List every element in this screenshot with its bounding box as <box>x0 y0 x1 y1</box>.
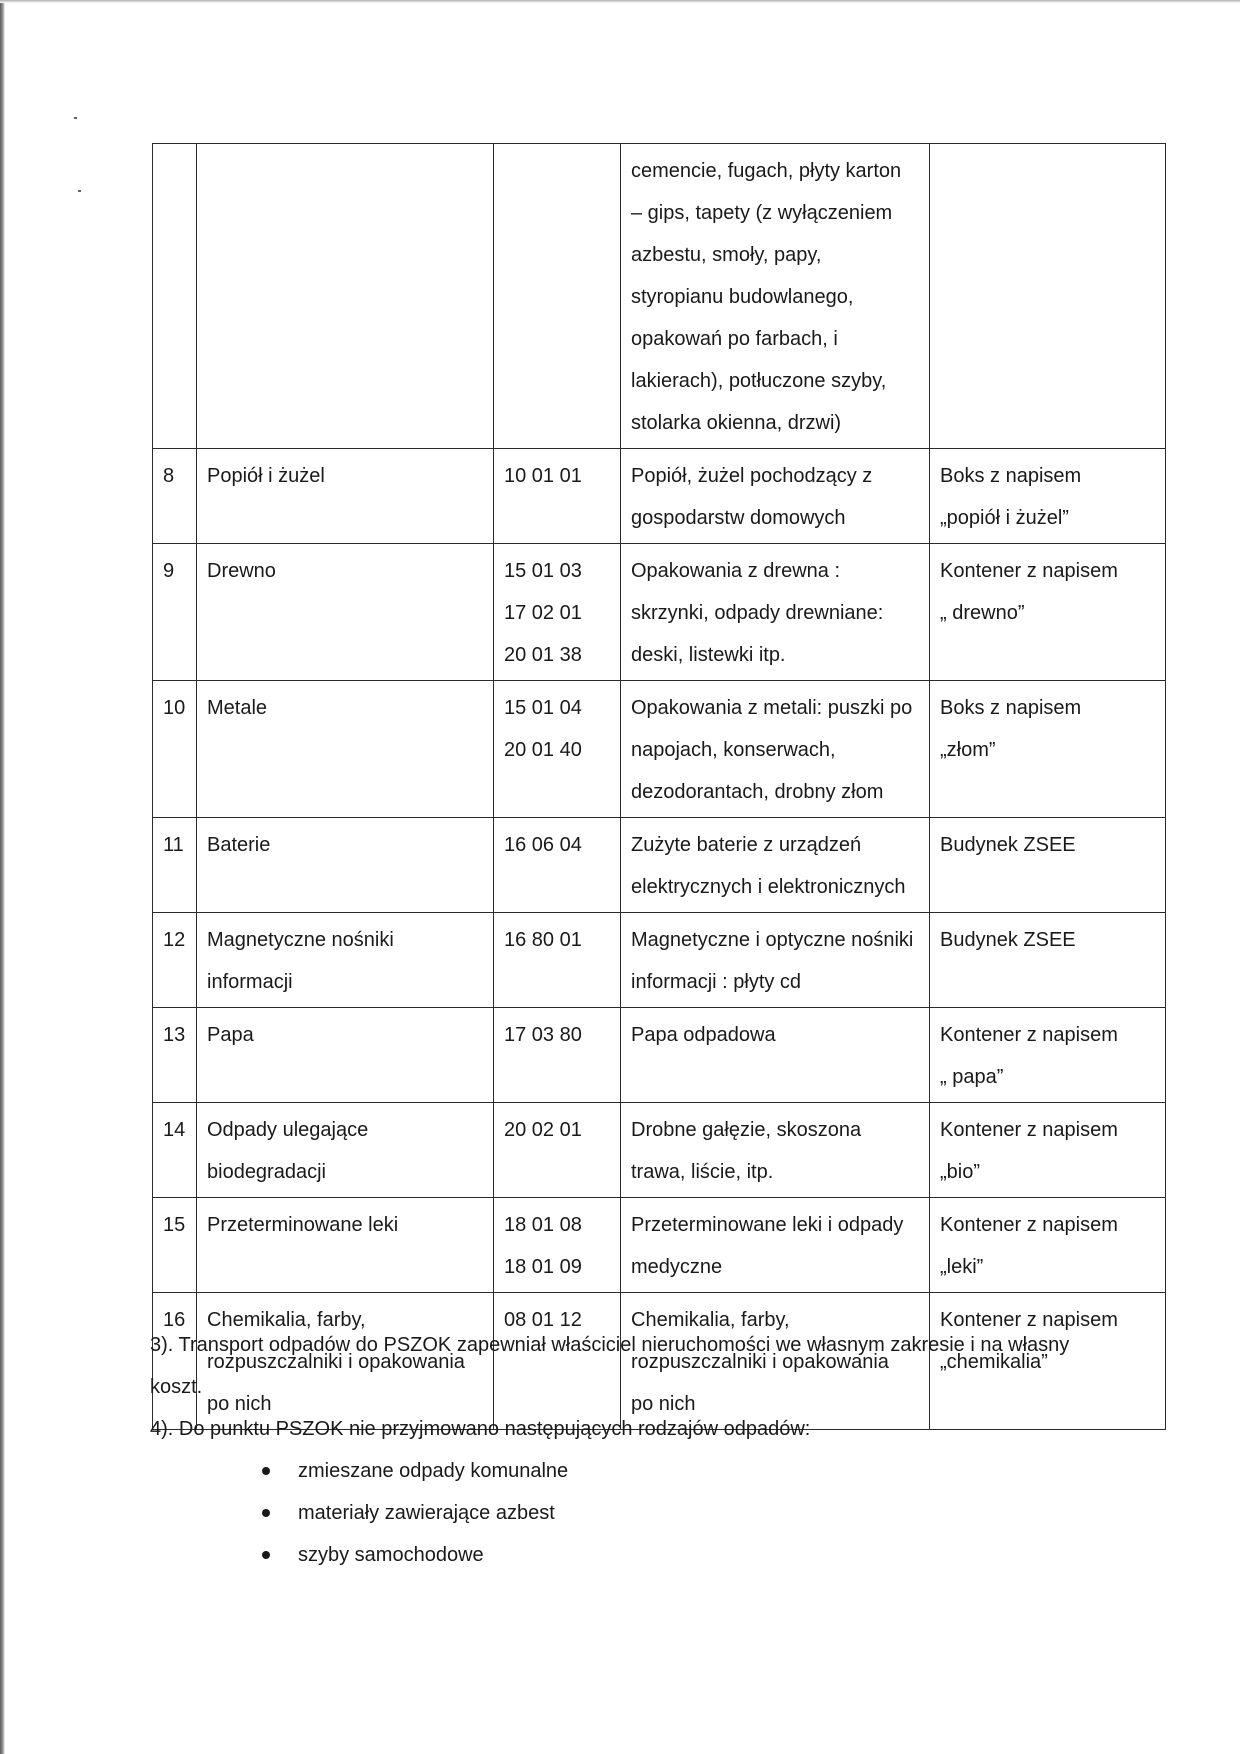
list-item-text: zmieszane odpady komunalne <box>298 1460 569 1482</box>
cell-line: – gips, tapety (z wyłączeniem <box>631 202 893 224</box>
cell-line: Boks z napisem <box>940 465 1082 487</box>
list-item <box>150 1450 1150 1492</box>
cell-line: Kontener z napisem <box>940 560 1118 582</box>
cell-line: 15 01 03 <box>504 560 582 582</box>
cell-category <box>197 681 494 818</box>
cell-line: trawa, liście, itp. <box>631 1161 774 1183</box>
cell-description <box>621 1198 930 1293</box>
cell-no: 9 <box>153 544 197 681</box>
table-row <box>153 681 1166 818</box>
cell-line: Opakowania z drewna : <box>631 560 841 582</box>
cell-line: Kontener z napisem <box>940 1024 1118 1046</box>
cell-category <box>197 913 494 1008</box>
cell-no: 8 <box>153 449 197 544</box>
cell-codes <box>494 1198 621 1293</box>
excluded-waste-list <box>150 1450 1150 1576</box>
cell-line: elektrycznych i elektronicznych <box>631 876 906 898</box>
cell-description <box>621 1103 930 1198</box>
cell-line: deski, listewki itp. <box>631 644 786 666</box>
cell-line: Popiół i żużel <box>207 465 325 487</box>
cell-place <box>930 1008 1166 1103</box>
cell-line: 08 01 12 <box>504 1309 582 1331</box>
cell-line: Budynek ZSEE <box>940 929 1076 951</box>
cell-category <box>197 1008 494 1103</box>
scan-top-edge <box>0 0 1240 3</box>
cell-line: Popiół, żużel pochodzący z <box>631 465 873 487</box>
cell-line: medyczne <box>631 1256 723 1278</box>
cell-line: „leki” <box>940 1256 984 1278</box>
cell-line: „popiół i żużel” <box>940 507 1069 529</box>
cell-place <box>930 449 1166 544</box>
table-row <box>153 1198 1166 1293</box>
cell-line: styropianu budowlanego, <box>631 286 854 308</box>
cell-codes <box>494 818 621 913</box>
list-item <box>150 1534 1150 1576</box>
table-row <box>153 913 1166 1008</box>
cell-line: Przeterminowane leki i odpady <box>631 1214 904 1236</box>
cell-codes <box>494 449 621 544</box>
paragraph-3 <box>150 1324 1150 1408</box>
waste-table-body <box>153 144 1166 1430</box>
cell-line: Magnetyczne nośniki <box>207 929 394 951</box>
cell-line: cemencie, fugach, płyty karton <box>631 160 902 182</box>
cell-line: 18 01 08 <box>504 1214 582 1236</box>
bullet-icon <box>262 1467 270 1475</box>
cell-line: po nich <box>207 1393 272 1415</box>
cell-line: 17 02 01 <box>504 602 582 624</box>
cell-line: Drobne gałęzie, skoszona <box>631 1119 862 1141</box>
list-item-text: materiały zawierające azbest <box>298 1502 555 1524</box>
cell-line: Kontener z napisem <box>940 1119 1118 1141</box>
cell-no: 12 <box>153 913 197 1008</box>
cell-line: Drewno <box>207 560 276 582</box>
cell-codes <box>494 544 621 681</box>
table-row <box>153 1008 1166 1103</box>
cell-place <box>930 544 1166 681</box>
cell-line: „bio” <box>940 1161 981 1183</box>
cell-codes <box>494 144 621 449</box>
cell-line: Baterie <box>207 834 271 856</box>
table-row-continuation <box>153 144 1166 449</box>
list-item-text: szyby samochodowe <box>298 1544 484 1566</box>
cell-description <box>621 544 930 681</box>
cell-codes <box>494 1008 621 1103</box>
cell-line: Chemikalia, farby, <box>207 1309 366 1331</box>
cell-line: napojach, konserwach, <box>631 739 836 761</box>
cell-line: Papa odpadowa <box>631 1024 776 1046</box>
cell-line: biodegradacji <box>207 1161 326 1183</box>
cell-line: rozpuszczalniki i opakowania <box>207 1351 465 1373</box>
cell-line: Budynek ZSEE <box>940 834 1076 856</box>
cell-line: „ drewno” <box>940 602 1025 624</box>
cell-place <box>930 913 1166 1008</box>
bullet-icon <box>262 1551 270 1559</box>
cell-line: 15 01 04 <box>504 697 582 719</box>
cell-no: 15 <box>153 1198 197 1293</box>
cell-description <box>621 449 930 544</box>
scan-left-edge <box>0 0 5 1754</box>
cell-line: po nich <box>631 1393 696 1415</box>
cell-description <box>621 1008 930 1103</box>
cell-codes <box>494 913 621 1008</box>
cell-no <box>153 144 197 449</box>
cell-line: 20 01 40 <box>504 739 582 761</box>
bullet-icon <box>262 1509 270 1517</box>
cell-description <box>621 144 930 449</box>
cell-line: 20 02 01 <box>504 1119 582 1141</box>
cell-description <box>621 818 930 913</box>
cell-line: Odpady ulegające <box>207 1119 369 1141</box>
cell-line: Magnetyczne i optyczne nośniki <box>631 929 914 951</box>
cell-line: informacji <box>207 971 293 993</box>
cell-category <box>197 544 494 681</box>
cell-line: opakowań po farbach, i <box>631 328 838 350</box>
cell-no: 11 <box>153 818 197 913</box>
table-row <box>153 1103 1166 1198</box>
cell-line: „złom” <box>940 739 996 761</box>
cell-no: 14 <box>153 1103 197 1198</box>
cell-line: 16 80 01 <box>504 929 582 951</box>
cell-line: stolarka okienna, drzwi) <box>631 412 842 434</box>
cell-line: 18 01 09 <box>504 1256 582 1278</box>
list-item <box>150 1492 1150 1534</box>
cell-description <box>621 913 930 1008</box>
cell-line: 17 03 80 <box>504 1024 582 1046</box>
table-row <box>153 544 1166 681</box>
cell-category <box>197 1103 494 1198</box>
paragraph-3-line-1: 3). Transport odpadów do PSZOK zapewniał właściciel nieruchomości we własnym zakresie i na własny <box>150 1334 1070 1356</box>
cell-line: Metale <box>207 697 268 719</box>
scan-speck <box>78 190 81 192</box>
cell-line: gospodarstw domowych <box>631 507 846 529</box>
cell-line: „ papa” <box>940 1066 1004 1088</box>
cell-line: „chemikalia” <box>940 1351 1048 1373</box>
cell-no: 13 <box>153 1008 197 1103</box>
cell-line: Kontener z napisem <box>940 1309 1118 1331</box>
cell-line: 16 06 04 <box>504 834 582 856</box>
cell-line: rozpuszczalniki i opakowania <box>631 1351 889 1373</box>
cell-line: Zużyte baterie z urządzeń <box>631 834 862 856</box>
cell-line: Opakowania z metali: puszki po <box>631 697 913 719</box>
table-row <box>153 818 1166 913</box>
cell-category <box>197 818 494 913</box>
cell-place <box>930 1103 1166 1198</box>
cell-line: skrzynki, odpady drewniane: <box>631 602 884 624</box>
cell-line: dezodorantach, drobny złom <box>631 781 884 803</box>
cell-line: Przeterminowane leki <box>207 1214 399 1236</box>
cell-line: informacji : płyty cd <box>631 971 802 993</box>
cell-place <box>930 818 1166 913</box>
cell-place <box>930 1198 1166 1293</box>
paragraph-3-line-2: koszt. <box>150 1376 203 1398</box>
cell-place <box>930 681 1166 818</box>
cell-category <box>197 449 494 544</box>
table-row <box>153 449 1166 544</box>
cell-line: Kontener z napisem <box>940 1214 1118 1236</box>
waste-table <box>152 143 1166 1430</box>
cell-description <box>621 681 930 818</box>
cell-line: Papa <box>207 1024 254 1046</box>
cell-line: azbestu, smoły, papy, <box>631 244 822 266</box>
cell-codes <box>494 1103 621 1198</box>
cell-no: 16 <box>153 1293 197 1430</box>
cell-line: Boks z napisem <box>940 697 1082 719</box>
cell-no: 10 <box>153 681 197 818</box>
paragraph-4: 4). Do punktu PSZOK nie przyjmowano następujących rodzajów odpadów: <box>150 1418 811 1440</box>
cell-line: 10 01 01 <box>504 465 582 487</box>
cell-codes <box>494 681 621 818</box>
cell-place <box>930 144 1166 449</box>
following-text <box>150 1324 1150 1576</box>
cell-line: lakierach), potłuczone szyby, <box>631 370 887 392</box>
cell-line: Chemikalia, farby, <box>631 1309 790 1331</box>
cell-category <box>197 144 494 449</box>
scan-speck <box>74 117 77 119</box>
cell-category <box>197 1198 494 1293</box>
cell-line: 20 01 38 <box>504 644 582 666</box>
